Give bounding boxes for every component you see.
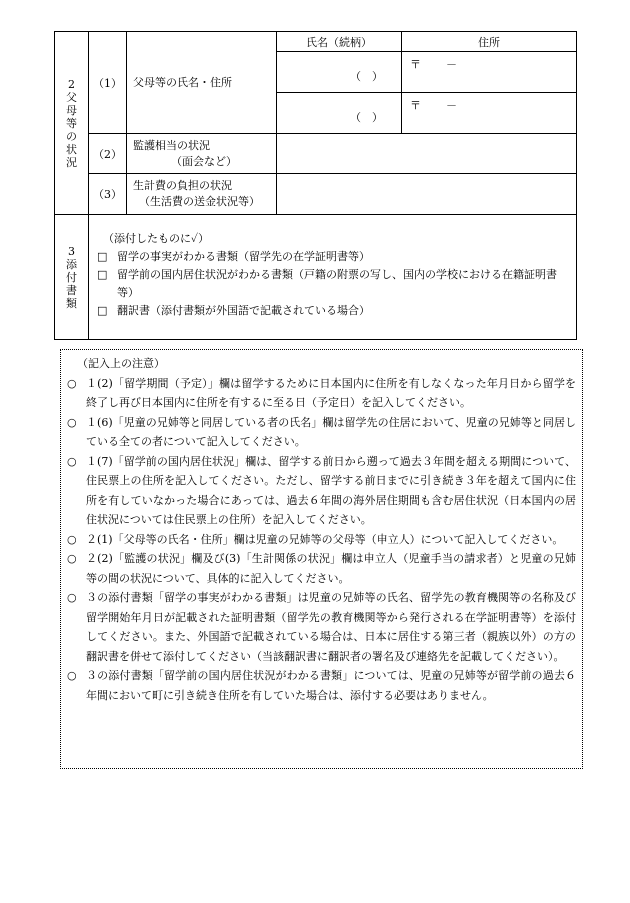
note-item [67, 588, 576, 666]
attachment-label: 留学前の国内居住状況がわかる書類（戸籍の附票の写し、国内の学校における在籍証明書等） [117, 268, 557, 299]
item3-label-line2: （生活費の送金状況等） [139, 195, 260, 208]
bullet-icon: ○ [67, 552, 77, 565]
attachment-item[interactable] [97, 248, 570, 266]
section2-cell [55, 32, 89, 215]
section2-number: 2 [68, 77, 75, 91]
item3-field[interactable] [277, 174, 577, 215]
item2-label [127, 134, 277, 174]
note-item [67, 549, 576, 588]
postal-mark: 〒 [410, 58, 421, 71]
form-table [54, 31, 577, 340]
note-text: ３の添付書類「留学の事実がわかる書類」は児童の兄姉等の氏名、留学先の教育機関等の名称及び留学開始年月日が記載された証明書類（留学先の教育機関等から発行される在学証明書等）を添付してください。また、外国語で記載されている場合は、日本に居住する第三者（親族以外）の方の翻訳書を併せて添付してください（当該翻訳書に翻訳者の署名及び連絡先を記載してください）。 [86, 591, 576, 663]
relation-parens: （ ） [350, 70, 383, 83]
item3-label [127, 174, 277, 215]
note-text: ２(2)「監護の状況」欄及び(3)「生計関係の状況」欄は申立人（児童手当の請求者）と児童の兄姉等の間の状況について、具体的に記入してください。 [86, 552, 576, 585]
bullet-icon: ○ [67, 591, 77, 604]
section3-number: 3 [68, 244, 75, 258]
postal-dash: － [446, 58, 457, 71]
checkbox[interactable]: □ [97, 250, 108, 263]
note-text: １(7)「留学前の国内居住状況」欄は、留学する前日から遡って過去３年間を超える期間について、住民票上の住所を記入してください。ただし、留学する前日までに引き続き３年を超えて国内に住所を有していなかった場合にあっては、過去６年間の海外居住期間も含む居住状況（日本国内の居住状況については住民票上の住所）を記入してください。 [86, 454, 576, 526]
item2-field[interactable] [277, 134, 577, 174]
parent-address-field-1[interactable] [402, 52, 577, 93]
parent-name-field-1[interactable] [277, 52, 402, 93]
note-text: １(2)「留学期間（予定）」欄は留学するために日本国内に住所を有しなくなった年月日から留学を終了し再び日本国内に住所を有するに至る日（予定日）を記入してください。 [86, 376, 576, 409]
bullet-icon: ○ [67, 532, 77, 546]
postal-mark: 〒 [410, 99, 421, 112]
note-item [67, 452, 576, 530]
bullet-icon: ○ [67, 454, 77, 468]
attachments-intro: （添付したものに✓） [103, 232, 210, 245]
section3-title: 添付書類 [66, 257, 77, 310]
attachments-cell [89, 215, 577, 340]
note-text: ３の添付書類「留学前の国内居住状況がわかる書類」については、児童の兄姉等が留学前の過去６年間において町に引き続き住所を有していた場合は、添付する必要はありません。 [86, 669, 576, 702]
bullet-icon: ○ [67, 669, 77, 682]
note-item [67, 374, 576, 413]
parent-address-field-2[interactable] [402, 93, 577, 134]
notes-box [60, 349, 583, 769]
section3-cell [55, 215, 89, 340]
attachment-item[interactable] [97, 266, 570, 302]
checkbox[interactable]: □ [97, 268, 108, 281]
note-text: ２(1)「父母等の氏名・住所」欄は児童の兄姉等の父母等（申立人）について記入してください。 [86, 532, 564, 546]
section2-title: 父母等の状況 [66, 90, 77, 169]
item1-number: （1） [89, 32, 127, 134]
note-item [67, 530, 576, 550]
attachment-label: 翻訳書（添付書類が外国語で記載されている場合） [117, 304, 370, 317]
notes-title: （記入上の注意） [77, 357, 165, 370]
note-item [67, 413, 576, 452]
postal-dash: － [446, 99, 457, 112]
checkbox[interactable]: □ [97, 304, 108, 317]
item2-label-line1: 監護相当の状況 [133, 138, 210, 152]
item3-number: （3） [89, 174, 127, 215]
name-column-header: 氏名（続柄） [277, 32, 402, 52]
note-text: １(6)「児童の兄姉等と同居している者の氏名」欄は留学先の住居において、児童の兄姉等と同居している全ての者について記入してください。 [86, 415, 576, 448]
attachment-label: 留学の事実がわかる書類（留学先の在学証明書等） [117, 250, 370, 263]
bullet-icon: ○ [67, 376, 77, 390]
relation-parens: （ ） [350, 111, 383, 124]
item2-number: （2） [89, 134, 127, 174]
attachment-item[interactable] [97, 302, 570, 320]
item1-label: 父母等の氏名・住所 [127, 32, 277, 134]
item3-label-line1: 生計費の負担の状況 [133, 179, 232, 192]
parent-name-field-2[interactable] [277, 93, 402, 134]
address-column-header: 住所 [402, 32, 577, 52]
bullet-icon: ○ [67, 415, 77, 429]
item2-label-line2: （面会など） [171, 154, 237, 168]
note-item [67, 666, 576, 705]
